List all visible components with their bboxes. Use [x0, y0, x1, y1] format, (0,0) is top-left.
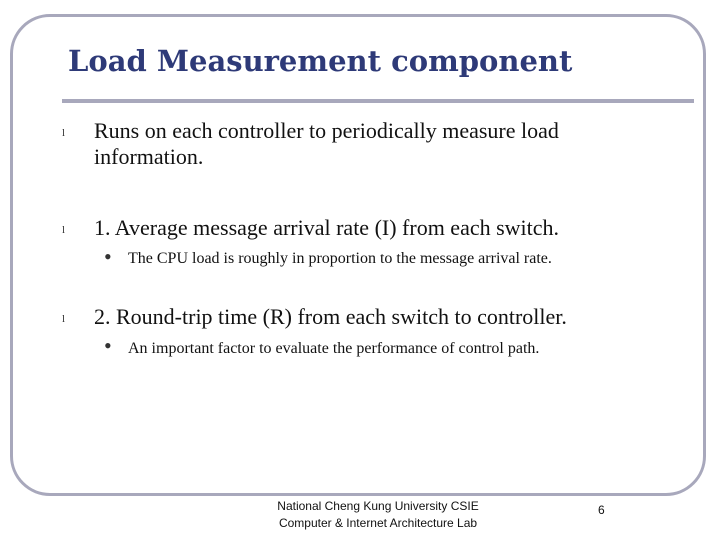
- bullet-item-3: 2. Round-trip time (R) from each switch to controller.: [94, 304, 567, 329]
- footer: [236, 498, 520, 532]
- page-number: 6: [598, 503, 605, 517]
- sub-bullet-dot-icon: •: [104, 333, 112, 358]
- sub-bullet-item-3: An important factor to evaluate the performance of control path.: [128, 340, 540, 357]
- sub-bullet-item-2: The CPU load is roughly in proportion to the message arrival rate.: [128, 250, 552, 267]
- bullet-item-2: 1. Average message arrival rate (I) from each switch.: [94, 215, 560, 240]
- bullet-marker-icon: l: [62, 224, 66, 236]
- bullet-marker-icon: l: [62, 127, 66, 139]
- sub-bullet-dot-icon: •: [104, 244, 112, 269]
- footer-line-1: National Cheng Kung University CSIE: [277, 499, 479, 513]
- bullet-marker-icon: l: [62, 313, 66, 325]
- slide-title: Load Measurement component: [68, 44, 573, 78]
- title-divider: [62, 99, 694, 103]
- bullet-item-1: Runs on each controller to periodically measure load information.: [94, 118, 559, 169]
- footer-line-2: Computer & Internet Architecture Lab: [278, 516, 478, 530]
